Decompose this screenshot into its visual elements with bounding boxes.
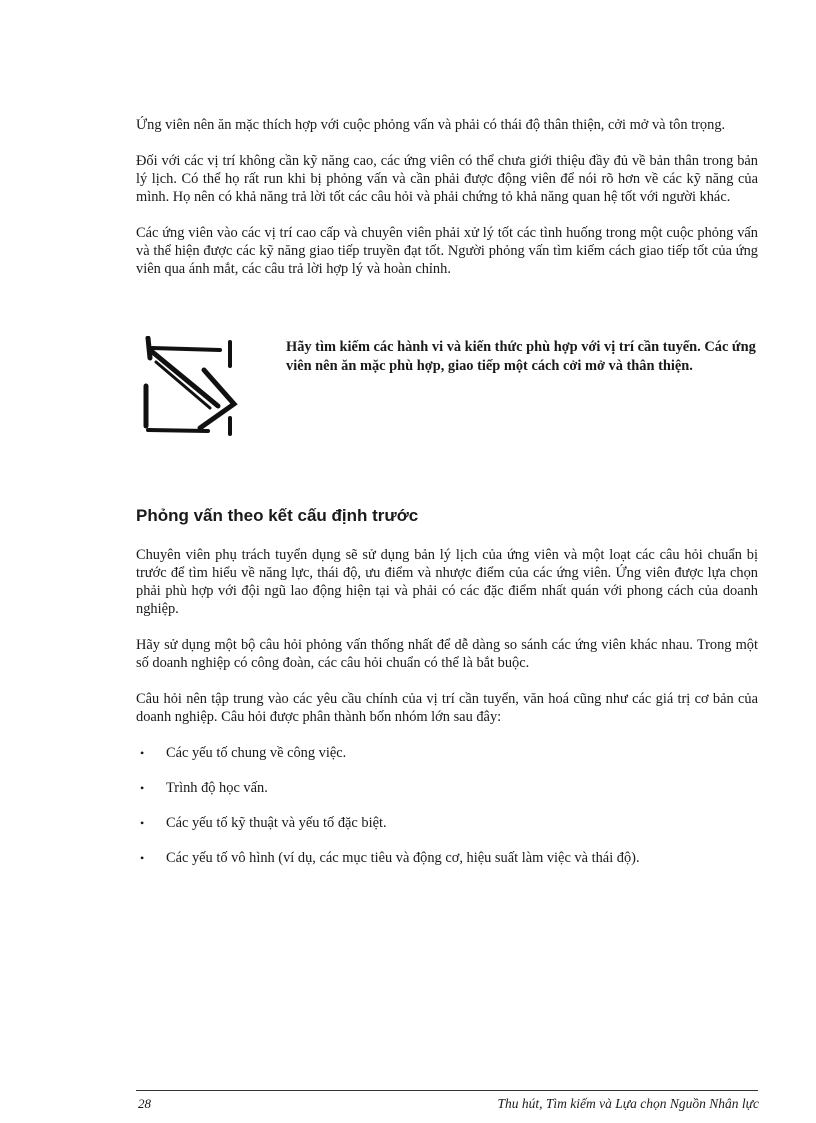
question-group-list	[136, 744, 758, 867]
list-item: • Trình độ học vấn.	[140, 780, 268, 796]
bullet-icon: •	[140, 816, 145, 830]
callout-text: Hãy tìm kiếm các hành vi và kiến thức phù hợp với vị trí cần tuyển. Các ứng viên nên ăn mặc phù hợp, giao tiếp một cách cởi mở và thân thiện.	[286, 339, 756, 374]
page-number: 28	[138, 1096, 151, 1111]
paragraph-attire: Ứng viên nên ăn mặc thích hợp với cuộc phỏng vấn và phải có thái độ thân thiện, cởi mở và tôn trọng.	[136, 117, 726, 133]
footer-divider	[136, 1090, 758, 1091]
callout-box	[136, 336, 758, 446]
list-item: • Các yếu tố kỹ thuật và yếu tố đặc biệt.	[140, 815, 387, 831]
list-item: • Các yếu tố vô hình (ví dụ, các mục tiêu và động cơ, hiệu suất làm việc và thái độ).	[140, 850, 640, 866]
bullet-icon: •	[140, 746, 145, 760]
paragraph-structured: Chuyên viên phụ trách tuyển dụng sẽ sử dụng bản lý lịch của ứng viên và một loạt các câu hỏi chuẩn bị trước để tìm hiểu về năng lực, thái độ, ưu điểm và nhược điểm của các ứng viên. Ứng viên được lựa chọn phải phù hợp với đội ngũ lao động hiện tại và phải có các đặc điểm nhất quán với phong cách của doanh nghiệp.	[136, 547, 758, 617]
arrow-icon	[138, 336, 242, 440]
paragraph-low-skill: Đối với các vị trí không cần kỹ năng cao, các ứng viên có thể chưa giới thiệu đầy đủ về bản thân trong bản lý lịch. Có thể họ rất run khi bị phỏng vấn và cần phải được động viên để nói rõ hơn về các kỹ năng của mình. Họ nên có khả năng trả lời tốt các câu hỏi và phải chứng tỏ khả năng quan hệ tốt với người khác.	[136, 153, 758, 205]
book-title: Thu hút, Tìm kiếm và Lựa chọn Nguồn Nhân lực	[497, 1096, 759, 1111]
paragraph-senior: Các ứng viên vào các vị trí cao cấp và chuyên viên phải xử lý tốt các tình huống trong một cuộc phỏng vấn và thể hiện được các kỹ năng giao tiếp truyền đạt tốt. Người phỏng vấn tìm kiếm cách giao tiếp tốt của ứng viên qua ánh mắt, các câu trả lời hợp lý và hoàn chỉnh.	[136, 225, 758, 277]
page-content	[136, 116, 758, 884]
paragraph-question-set: Hãy sử dụng một bộ câu hỏi phỏng vấn thống nhất để dễ dàng so sánh các ứng viên khác nhau. Trong một số doanh nghiệp có công đoàn, các câu hỏi chuẩn có thể là bắt buộc.	[136, 637, 758, 671]
list-item: • Các yếu tố chung về công việc.	[140, 745, 347, 761]
section-heading: Phỏng vấn theo kết cấu định trước	[136, 506, 419, 525]
bullet-icon: •	[140, 781, 145, 795]
bullet-icon: •	[140, 851, 145, 865]
paragraph-question-focus: Câu hỏi nên tập trung vào các yêu cầu chính của vị trí cần tuyển, văn hoá cũng như các giá trị cơ bản của doanh nghiệp. Câu hỏi được phân thành bốn nhóm lớn sau đây:	[136, 691, 758, 725]
